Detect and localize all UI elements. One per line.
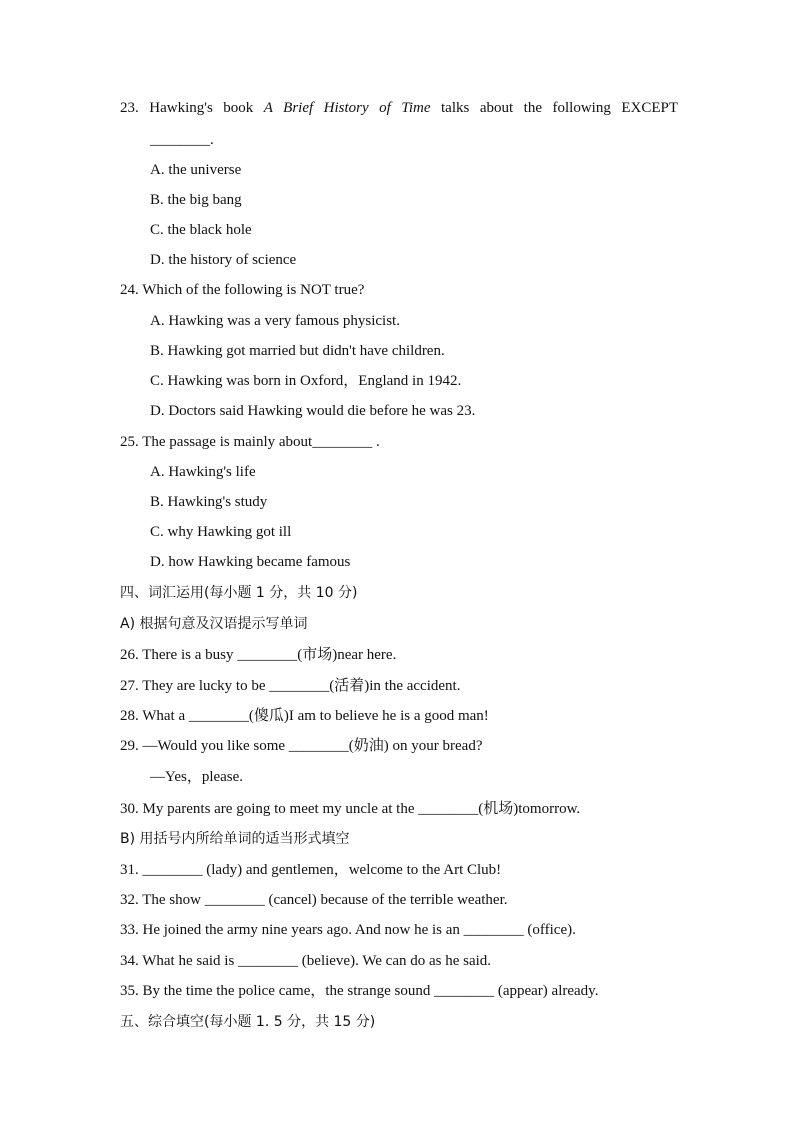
question-24-stem bbox=[120, 280, 364, 300]
option-c: C. Hawking was born in Oxford，England in 1942. bbox=[150, 373, 462, 389]
option-d: D. how Hawking became famous bbox=[150, 554, 351, 570]
book-title: A Brief History of Time bbox=[263, 100, 431, 116]
option-c: C. the black hole bbox=[150, 222, 252, 238]
option-b: B. Hawking's study bbox=[150, 494, 268, 510]
section-4a-heading: A) 根据句意及汉语提示写单词 bbox=[120, 616, 308, 632]
question-25-stem bbox=[120, 432, 380, 452]
question-number: 23. bbox=[120, 100, 139, 116]
section-4b-heading: B) 用括号内所给单词的适当形式填空 bbox=[120, 831, 350, 847]
question-text: Which of the following is NOT true? bbox=[142, 282, 365, 298]
option-d: D. Doctors said Hawking would die before he was 23. bbox=[150, 403, 476, 419]
question-32: 32. The show ________ (cancel) because of the terrible weather. bbox=[120, 892, 508, 908]
section-4-heading: 四、词汇运用(每小题 1 分，共 10 分) bbox=[120, 585, 358, 601]
option-b: B. Hawking got married but didn't have children. bbox=[150, 343, 445, 359]
question-number: 24. bbox=[120, 282, 139, 298]
question-23-blank: ________. bbox=[150, 132, 214, 148]
section-5-heading: 五、综合填空(每小题 1. 5 分，共 15 分) bbox=[120, 1014, 376, 1030]
question-34: 34. What he said is ________ (believe). We can do as he said. bbox=[120, 953, 492, 969]
option-a: A. Hawking was a very famous physicist. bbox=[150, 313, 400, 329]
question-33: 33. He joined the army nine years ago. And now he is an ________ (office). bbox=[120, 922, 576, 938]
option-a: A. Hawking's life bbox=[150, 464, 256, 480]
question-23-stem bbox=[120, 98, 678, 118]
question-number: 25. bbox=[120, 434, 139, 450]
option-b: B. the big bang bbox=[150, 192, 242, 208]
question-text: talks about the following EXCEPT bbox=[441, 100, 678, 116]
option-a: A. the universe bbox=[150, 162, 242, 178]
option-c: C. why Hawking got ill bbox=[150, 524, 292, 540]
question-30: 30. My parents are going to meet my uncle at the ________(机场)tomorrow. bbox=[120, 801, 581, 817]
question-text: The passage is mainly about________ . bbox=[142, 434, 380, 450]
question-35: 35. By the time the police came，the strange sound ________ (appear) already. bbox=[120, 983, 599, 999]
question-28: 28. What a ________(傻瓜)I am to believe he is a good man! bbox=[120, 708, 489, 724]
question-29: 29. —Would you like some ________(奶油) on your bread? bbox=[120, 738, 483, 754]
question-26: 26. There is a busy ________(市场)near here. bbox=[120, 647, 397, 663]
question-text: Hawking's book bbox=[149, 100, 254, 116]
option-d: D. the history of science bbox=[150, 252, 297, 268]
question-27: 27. They are lucky to be ________(活着)in the accident. bbox=[120, 678, 461, 694]
question-29-reply: —Yes，please. bbox=[150, 769, 244, 785]
question-31: 31. ________ (lady) and gentlemen，welcome to the Art Club! bbox=[120, 862, 502, 878]
